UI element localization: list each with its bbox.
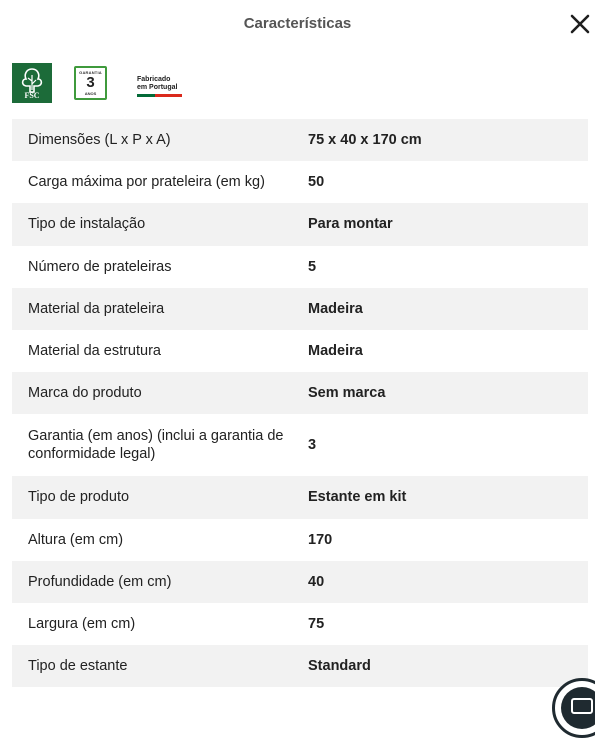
fsc-badge [12, 63, 52, 103]
spec-value: 50 [308, 174, 325, 191]
garantia-number: 3 [86, 74, 95, 91]
portugal-line2: em Portugal [137, 84, 178, 91]
table-row [12, 288, 588, 330]
table-row [12, 161, 588, 203]
table-row [12, 246, 588, 288]
spec-value: Madeira [308, 300, 363, 317]
table-row [12, 330, 588, 372]
spec-value: 5 [308, 258, 317, 275]
table-row [12, 476, 588, 518]
spec-value: Sem marca [308, 385, 386, 402]
table-row [12, 372, 588, 414]
chat-icon [561, 687, 595, 729]
spec-label: Garantia (em anos) (inclui a garantia de conformidade legal) [28, 428, 284, 463]
garantia-top-label: GARANTIA [79, 70, 102, 75]
spec-label: Tipo de estante [28, 658, 128, 675]
spec-label: Profundidade (em cm) [28, 573, 172, 590]
table-row [12, 561, 588, 603]
spec-label: Material da estrutura [28, 343, 161, 360]
page-title: Características [243, 15, 352, 32]
spec-label: Carga máxima por prateleira (em kg) [28, 174, 265, 191]
spec-label: Tipo de instalação [28, 216, 146, 233]
portugal-flag-icon [137, 94, 182, 97]
spec-value: 75 [308, 615, 325, 632]
spec-value: 40 [308, 573, 325, 590]
spec-value: Para montar [308, 216, 393, 233]
spec-label: Tipo de produto [28, 489, 130, 506]
spec-value: Estante em kit [308, 489, 407, 506]
spec-label: Dimensões (L x P x A) [28, 132, 171, 149]
made-in-portugal-badge [137, 76, 187, 97]
portugal-line1: Fabricado [137, 76, 171, 83]
garantia-bottom-label: ANOS [84, 91, 97, 96]
fsc-label: FSC [24, 91, 40, 100]
table-row [12, 203, 588, 245]
table-row [12, 645, 588, 687]
spec-value: 75 x 40 x 170 cm [308, 132, 422, 149]
modal-header [0, 0, 595, 48]
spec-value: 170 [308, 531, 333, 548]
spec-label: Marca do produto [28, 385, 142, 402]
spec-value: Standard [308, 658, 371, 675]
spec-value: Madeira [308, 343, 363, 360]
spec-label: Altura (em cm) [28, 531, 124, 548]
table-row [12, 519, 588, 561]
table-row [12, 119, 588, 161]
spec-value: 3 [308, 437, 317, 454]
garantia-badge [74, 66, 107, 100]
close-icon[interactable] [568, 12, 592, 36]
spec-label: Número de prateleiras [28, 258, 172, 275]
table-row [12, 414, 588, 476]
table-row [12, 603, 588, 645]
spec-label: Material da prateleira [28, 300, 165, 317]
specs-table [12, 119, 588, 687]
spec-label: Largura (em cm) [28, 615, 136, 632]
